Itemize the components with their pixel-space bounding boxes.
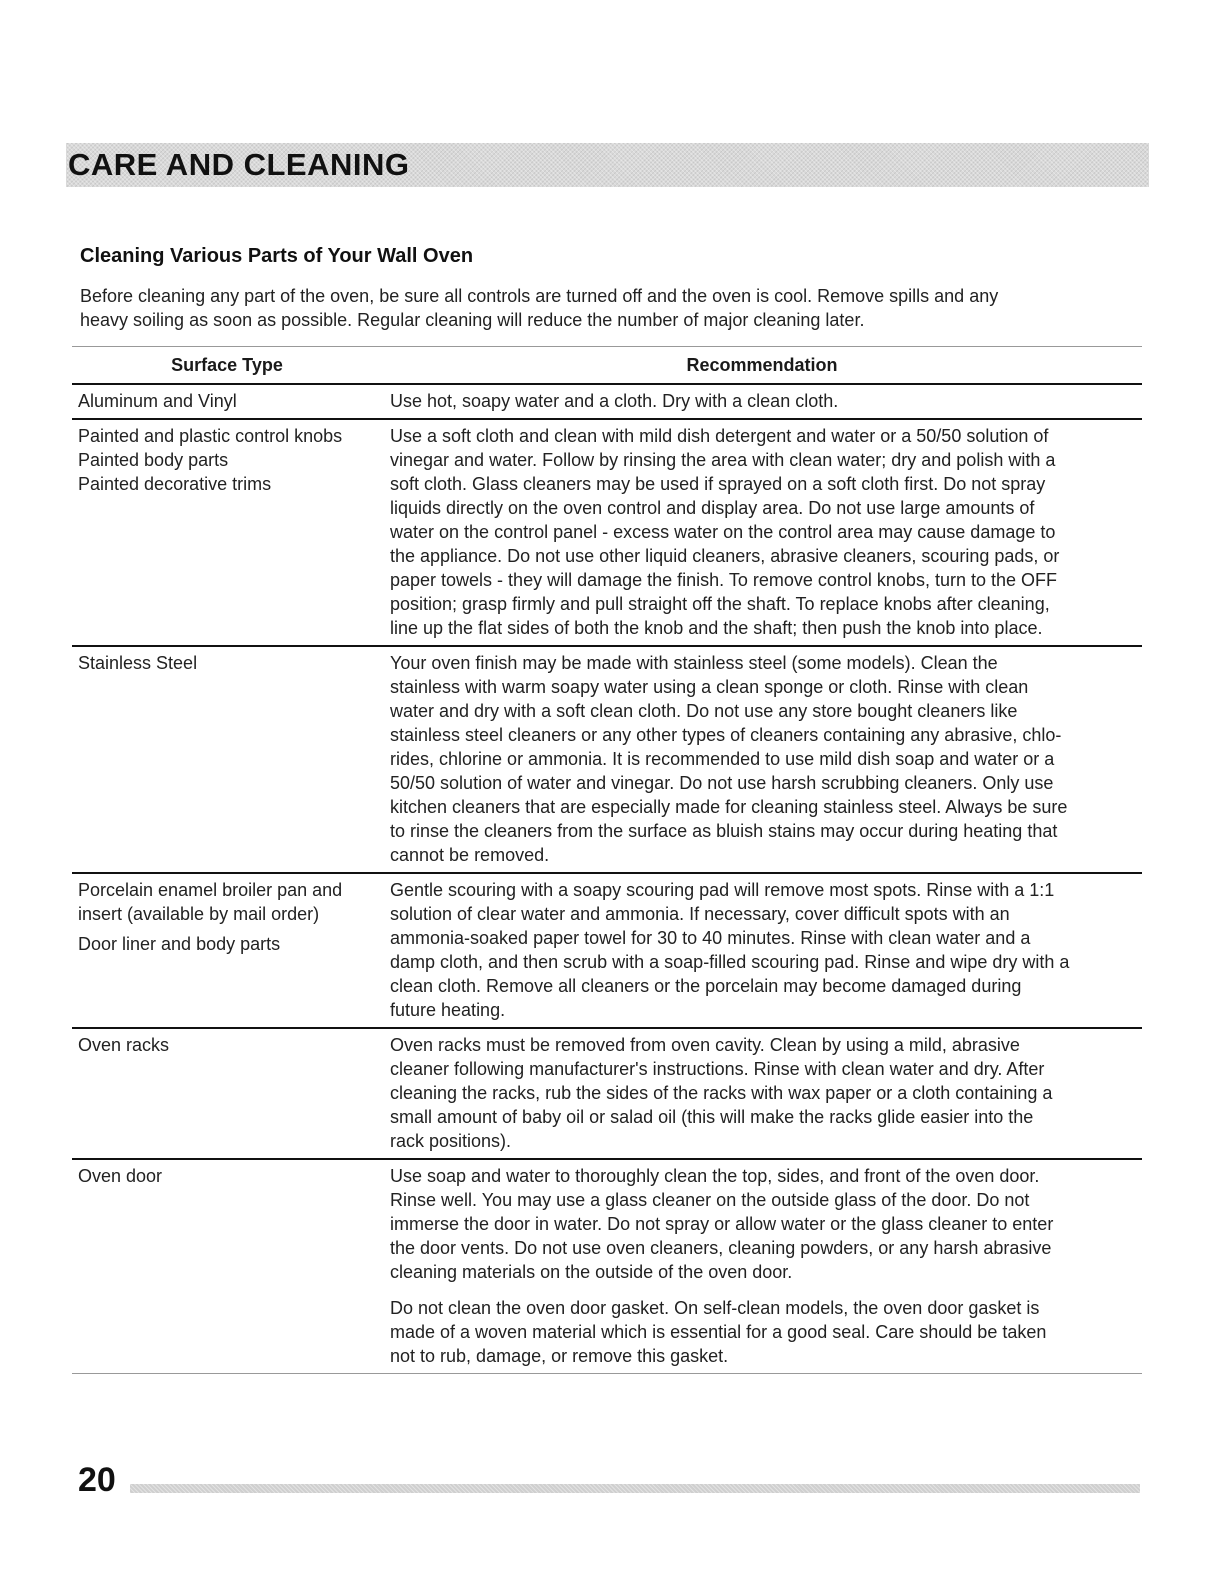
surface-cell [72, 878, 390, 1022]
recommendation-line: water on the control panel - excess water on the control area may cause damage to [390, 522, 1056, 542]
recommendation-line: small amount of baby oil or salad oil (this will make the racks glide easier into the [390, 1107, 1034, 1127]
recommendation-line: clean cloth. Remove all cleaners or the porcelain may become damaged during [390, 976, 1022, 996]
recommendation-line: solution of clear water and ammonia. If necessary, cover difficult spots with an [390, 904, 1010, 924]
intro-line: heavy soiling as soon as possible. Regular cleaning will reduce the number of major cleaning later. [80, 310, 865, 330]
page-number: 20 [78, 1461, 116, 1499]
recommendation-line: Your oven finish may be made with stainless steel (some models). Clean the [390, 653, 998, 673]
recommendation-cell [390, 424, 1142, 640]
surface-line: Porcelain enamel broiler pan and [78, 880, 343, 900]
recommendation-line: soft cloth. Glass cleaners may be used if sprayed on a soft cloth first. Do not spray [390, 474, 1046, 494]
recommendation-line: line up the flat sides of both the knob and the shaft; then push the knob into place. [390, 618, 1043, 638]
recommendation-line: rack positions). [390, 1131, 512, 1151]
recommendation-line: Use a soft cloth and clean with mild dish detergent and water or a 50/50 solution of [390, 426, 1049, 446]
surface-line: Painted decorative trims [78, 474, 272, 494]
recommendation-cell [390, 389, 1142, 413]
recommendation-line: Rinse well. You may use a glass cleaner on the outside glass of the door. Do not [390, 1190, 1030, 1210]
recommendation-line: position; grasp firmly and pull straight off the shaft. To replace knobs after cleaning, [390, 594, 1050, 614]
surface-line: Door liner and body parts [78, 934, 281, 954]
recommendation-line: water and dry with a soft clean cloth. Do not use any store bought cleaners like [390, 701, 1018, 721]
recommendation-line: future heating. [390, 1000, 506, 1020]
column-header-recommendation: Recommendation [686, 354, 838, 375]
table-row [72, 420, 1142, 647]
recommendation-line: kitchen cleaners that are especially made for cleaning stainless steel. Always be sure [390, 797, 1068, 817]
recommendation-line: vinegar and water. Follow by rinsing the area with clean water; dry and polish with a [390, 450, 1056, 470]
section-title: Cleaning Various Parts of Your Wall Oven [80, 245, 474, 267]
recommendation-line: cleaning materials on the outside of the oven door. [390, 1262, 793, 1282]
recommendation-line: Gentle scouring with a soapy scouring pad will remove most spots. Rinse with a 1:1 [390, 880, 1055, 900]
surface-cell [72, 389, 390, 413]
recommendation-line: immerse the door in water. Do not spray or allow water or the glass cleaner to enter [390, 1214, 1054, 1234]
page-title: CARE AND CLEANING [68, 147, 410, 182]
recommendation-line: to rinse the cleaners from the surface as bluish stains may occur during heating that [390, 821, 1058, 841]
recommendation-line: stainless steel cleaners or any other types of cleaners containing any abrasive, chlo- [390, 725, 1062, 745]
footer-band [130, 1484, 1140, 1493]
recommendation-line: Do not clean the oven door gasket. On self-clean models, the oven door gasket is [390, 1298, 1040, 1318]
recommendation-cell [390, 651, 1142, 867]
table-row [72, 385, 1142, 420]
recommendation-line: 50/50 solution of water and vinegar. Do not use harsh scrubbing cleaners. Only use [390, 773, 1054, 793]
table-row [72, 647, 1142, 874]
recommendation-cell [390, 1164, 1142, 1368]
column-header-surface: Surface Type [171, 354, 283, 375]
section-header-band [66, 143, 1149, 187]
recommendation-line: cleaner following manufacturer's instructions. Rinse with clean water and dry. After [390, 1059, 1045, 1079]
surface-line: Oven racks [78, 1035, 170, 1055]
table-header [72, 346, 1142, 385]
recommendation-line: the door vents. Do not use oven cleaners, cleaning powders, or any harsh abrasive [390, 1238, 1052, 1258]
intro-line: Before cleaning any part of the oven, be sure all controls are turned off and the oven is cool. Remove spills and any [80, 286, 999, 306]
recommendation-cell [390, 878, 1142, 1022]
surface-line: Stainless Steel [78, 653, 198, 673]
surface-cell [72, 424, 390, 640]
recommendation-line: the appliance. Do not use other liquid cleaners, abrasive cleaners, scouring pads, or [390, 546, 1060, 566]
recommendation-line: made of a woven material which is essential for a good seal. Care should be taken [390, 1322, 1047, 1342]
recommendation-line: Oven racks must be removed from oven cavity. Clean by using a mild, abrasive [390, 1035, 1020, 1055]
surface-line: insert (available by mail order) [78, 904, 320, 924]
recommendation-line: rides, chlorine or ammonia. It is recommended to use mild dish soap and water or a [390, 749, 1055, 769]
recommendation-line: not to rub, damage, or remove this gasket. [390, 1346, 729, 1366]
surface-line: Painted and plastic control knobs [78, 426, 343, 446]
recommendation-line: Use hot, soapy water and a cloth. Dry with a clean cloth. [390, 391, 839, 411]
table-row [72, 1029, 1142, 1160]
recommendation-cell [390, 1033, 1142, 1153]
recommendation-line: ammonia-soaked paper towel for 30 to 40 minutes. Rinse with clean water and a [390, 928, 1031, 948]
cleaning-table [72, 346, 1142, 1374]
recommendation-line: cannot be removed. [390, 845, 550, 865]
surface-cell [72, 1033, 390, 1153]
surface-line: Oven door [78, 1166, 163, 1186]
recommendation-line: liquids directly on the oven control and display area. Do not use large amounts of [390, 498, 1035, 518]
intro-paragraph [80, 284, 1140, 332]
surface-cell [72, 1164, 390, 1368]
recommendation-line: paper towels - they will damage the finish. To remove control knobs, turn to the OFF [390, 570, 1057, 590]
recommendation-line: Use soap and water to thoroughly clean the top, sides, and front of the oven door. [390, 1166, 1040, 1186]
table-row [72, 1160, 1142, 1374]
recommendation-line: damp cloth, and then scrub with a soap-filled scouring pad. Rinse and wipe dry with a [390, 952, 1070, 972]
surface-cell [72, 651, 390, 867]
recommendation-line: cleaning the racks, rub the sides of the racks with wax paper or a cloth containing a [390, 1083, 1053, 1103]
surface-line: Painted body parts [78, 450, 229, 470]
table-row [72, 874, 1142, 1029]
recommendation-line: stainless with warm soapy water using a clean sponge or cloth. Rinse with clean [390, 677, 1029, 697]
surface-line: Aluminum and Vinyl [78, 391, 237, 411]
